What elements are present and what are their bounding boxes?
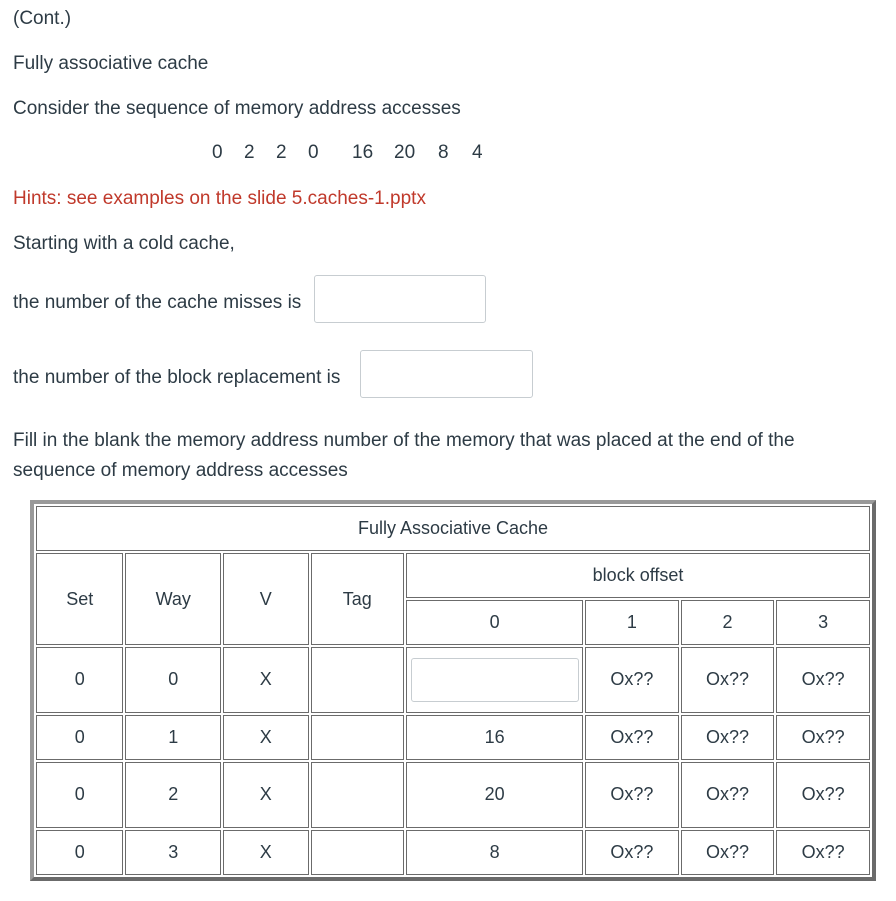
cell-offset-2: Ox?? bbox=[681, 715, 775, 760]
header-set: Set bbox=[36, 553, 123, 645]
hint-text: Hints: see examples on the slide 5.caches-1.pptx bbox=[13, 188, 426, 209]
seq-item: 2 bbox=[244, 142, 255, 163]
intro-text: Consider the sequence of memory address accesses bbox=[13, 98, 461, 119]
cell-offset-0: 16 bbox=[406, 715, 583, 760]
table-row bbox=[36, 647, 870, 713]
replacement-input[interactable] bbox=[360, 350, 533, 398]
cell-valid: X bbox=[223, 762, 308, 828]
header-offset-3: 3 bbox=[776, 600, 870, 645]
block-offset-0-input[interactable] bbox=[411, 658, 579, 702]
seq-item: 16 bbox=[352, 142, 374, 163]
cell-offset-2: Ox?? bbox=[681, 762, 775, 828]
cell-way: 0 bbox=[125, 647, 221, 713]
cell-tag bbox=[311, 715, 405, 760]
cell-offset-3: Ox?? bbox=[776, 647, 870, 713]
cache-table bbox=[30, 500, 876, 881]
seq-item: 0 bbox=[308, 142, 319, 163]
header-offset-1: 1 bbox=[585, 600, 679, 645]
replacement-label: the number of the block replacement is bbox=[13, 367, 341, 388]
cold-cache-text: Starting with a cold cache, bbox=[13, 233, 235, 254]
cont-label: (Cont.) bbox=[13, 8, 72, 29]
header-offset-2: 2 bbox=[681, 600, 775, 645]
cell-valid: X bbox=[223, 647, 308, 713]
header-valid: V bbox=[223, 553, 308, 645]
cell-set: 0 bbox=[36, 762, 123, 828]
table-row bbox=[36, 830, 870, 875]
cell-offset-1: Ox?? bbox=[585, 647, 679, 713]
cell-way: 1 bbox=[125, 715, 221, 760]
cell-tag bbox=[311, 830, 405, 875]
misses-label: the number of the cache misses is bbox=[13, 292, 302, 313]
misses-input[interactable] bbox=[314, 275, 486, 323]
topic-heading: Fully associative cache bbox=[13, 53, 209, 74]
cell-offset-1: Ox?? bbox=[585, 830, 679, 875]
cell-tag bbox=[311, 762, 405, 828]
cell-tag bbox=[311, 647, 405, 713]
seq-item: 20 bbox=[394, 142, 416, 163]
seq-item: 2 bbox=[276, 142, 287, 163]
header-offset-0: 0 bbox=[406, 600, 583, 645]
cell-offset-2: Ox?? bbox=[681, 830, 775, 875]
header-block-offset: block offset bbox=[406, 553, 870, 597]
cell-way: 2 bbox=[125, 762, 221, 828]
instructions-text: Fill in the blank the memory address number of the memory that was placed at the end of the sequence of memory address accesses bbox=[13, 430, 795, 481]
address-sequence bbox=[212, 142, 492, 164]
table-row bbox=[36, 715, 870, 760]
cell-offset-3: Ox?? bbox=[776, 762, 870, 828]
table-title: Fully Associative Cache bbox=[36, 506, 870, 551]
cell-way: 3 bbox=[125, 830, 221, 875]
cell-set: 0 bbox=[36, 830, 123, 875]
cell-offset-0: 8 bbox=[406, 830, 583, 875]
cell-offset-0: 20 bbox=[406, 762, 583, 828]
cell-set: 0 bbox=[36, 647, 123, 713]
cell-offset-2: Ox?? bbox=[681, 647, 775, 713]
seq-item: 4 bbox=[472, 142, 483, 163]
seq-item: 8 bbox=[438, 142, 449, 163]
header-tag: Tag bbox=[311, 553, 405, 645]
cell-offset-3: Ox?? bbox=[776, 830, 870, 875]
header-way: Way bbox=[125, 553, 221, 645]
table-row bbox=[36, 762, 870, 828]
cell-offset-3: Ox?? bbox=[776, 715, 870, 760]
cell-offset-1: Ox?? bbox=[585, 715, 679, 760]
cell-valid: X bbox=[223, 715, 308, 760]
cell-set: 0 bbox=[36, 715, 123, 760]
seq-item: 0 bbox=[212, 142, 223, 163]
cell-valid: X bbox=[223, 830, 308, 875]
cell-offset-0 bbox=[406, 647, 583, 713]
cell-offset-1: Ox?? bbox=[585, 762, 679, 828]
